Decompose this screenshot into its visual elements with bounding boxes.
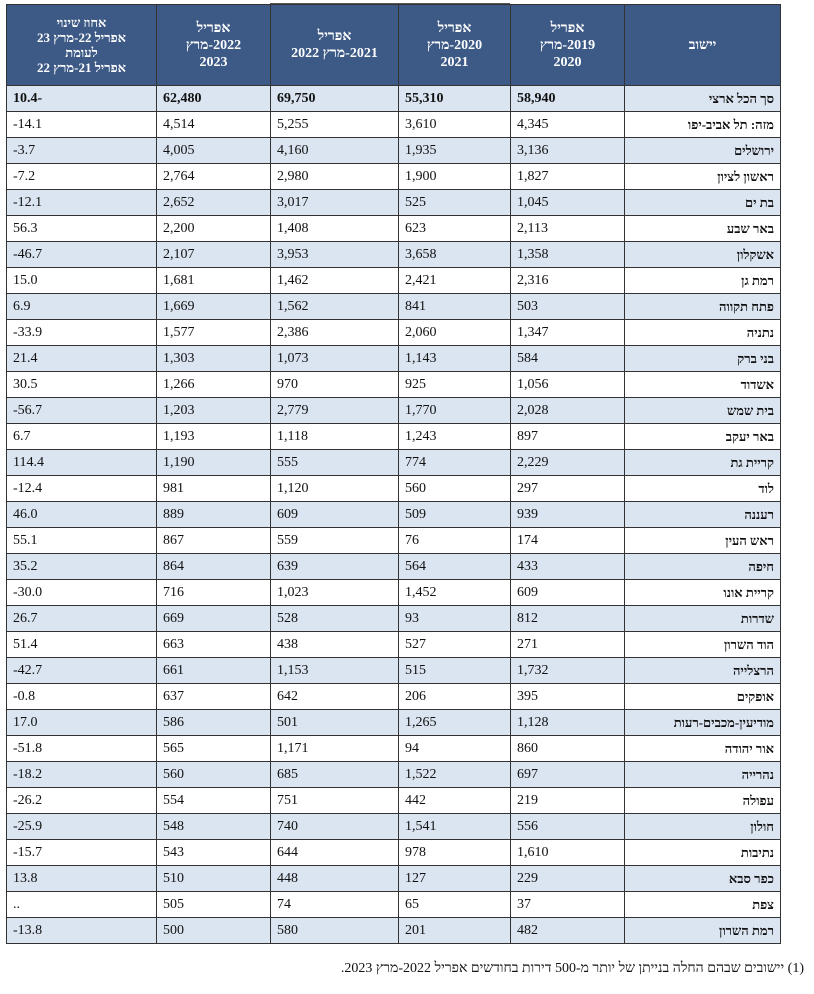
value-2020-2021: 1,541 <box>399 814 511 840</box>
value-2021-2022: 4,160 <box>271 138 399 164</box>
value-2022-2023: 586 <box>157 710 271 736</box>
header-2021-2022: אפריל 2021-מרץ 2022 <box>271 5 399 86</box>
table-row <box>7 554 781 580</box>
construction-starts-table <box>6 4 781 944</box>
value-2022-2023: 62,480 <box>157 86 271 112</box>
value-2021-2022: 1,408 <box>271 216 399 242</box>
value-2022-2023: 1,193 <box>157 424 271 450</box>
value-2022-2023: 2,107 <box>157 242 271 268</box>
value-2019-2020: 1,045 <box>511 190 625 216</box>
value-2020-2021: 525 <box>399 190 511 216</box>
value-2021-2022: 74 <box>271 892 399 918</box>
table-row <box>7 164 781 190</box>
value-2020-2021: 76 <box>399 528 511 554</box>
value-2022-2023: 1,669 <box>157 294 271 320</box>
value-2020-2021: 1,143 <box>399 346 511 372</box>
value-2019-2020: 3,136 <box>511 138 625 164</box>
value-2019-2020: 395 <box>511 684 625 710</box>
locality-name: אשקלון <box>625 242 781 268</box>
locality-name: ראשון לציון <box>625 164 781 190</box>
percent-change: 7.2- <box>7 164 157 190</box>
table-row <box>7 502 781 528</box>
table-row <box>7 710 781 736</box>
value-2021-2022: 1,462 <box>271 268 399 294</box>
value-2021-2022: 1,073 <box>271 346 399 372</box>
value-2019-2020: 4,345 <box>511 112 625 138</box>
value-2022-2023: 505 <box>157 892 271 918</box>
value-2020-2021: 1,900 <box>399 164 511 190</box>
percent-change: 13.8- <box>7 918 157 944</box>
value-2022-2023: 1,266 <box>157 372 271 398</box>
value-2019-2020: 609 <box>511 580 625 606</box>
value-2021-2022: 2,386 <box>271 320 399 346</box>
value-2021-2022: 448 <box>271 866 399 892</box>
locality-name: בני ברק <box>625 346 781 372</box>
value-2022-2023: 565 <box>157 736 271 762</box>
value-2020-2021: 1,522 <box>399 762 511 788</box>
table-row <box>7 424 781 450</box>
locality-name: מזה: תל אביב-יפו <box>625 112 781 138</box>
percent-change: 12.1- <box>7 190 157 216</box>
percent-change: 30.5 <box>7 372 157 398</box>
table-row <box>7 476 781 502</box>
table-row <box>7 788 781 814</box>
value-2022-2023: 661 <box>157 658 271 684</box>
value-2021-2022: 740 <box>271 814 399 840</box>
table-row <box>7 86 781 112</box>
locality-name: נהרייה <box>625 762 781 788</box>
table-row <box>7 138 781 164</box>
value-2019-2020: 1,732 <box>511 658 625 684</box>
value-2022-2023: 543 <box>157 840 271 866</box>
value-2021-2022: 1,171 <box>271 736 399 762</box>
value-2021-2022: 685 <box>271 762 399 788</box>
percent-change: 6.9 <box>7 294 157 320</box>
table-body <box>7 86 781 944</box>
locality-name: לוד <box>625 476 781 502</box>
value-2020-2021: 2,421 <box>399 268 511 294</box>
value-2019-2020: 2,113 <box>511 216 625 242</box>
percent-change: 3.7- <box>7 138 157 164</box>
value-2021-2022: 642 <box>271 684 399 710</box>
value-2021-2022: 3,017 <box>271 190 399 216</box>
percent-change: 18.2- <box>7 762 157 788</box>
percent-change: 55.1 <box>7 528 157 554</box>
percent-change: 46.0 <box>7 502 157 528</box>
locality-name: אשדוד <box>625 372 781 398</box>
table-row <box>7 762 781 788</box>
value-2022-2023: 669 <box>157 606 271 632</box>
value-2019-2020: 584 <box>511 346 625 372</box>
value-2020-2021: 978 <box>399 840 511 866</box>
value-2020-2021: 560 <box>399 476 511 502</box>
table-row <box>7 398 781 424</box>
value-2020-2021: 201 <box>399 918 511 944</box>
locality-name: בית שמש <box>625 398 781 424</box>
value-2019-2020: 174 <box>511 528 625 554</box>
value-2019-2020: 1,056 <box>511 372 625 398</box>
value-2022-2023: 637 <box>157 684 271 710</box>
value-2019-2020: 2,229 <box>511 450 625 476</box>
value-2020-2021: 55,310 <box>399 86 511 112</box>
percent-change: 114.4 <box>7 450 157 476</box>
locality-name: קריית גת <box>625 450 781 476</box>
percent-change: 26.7 <box>7 606 157 632</box>
table-row <box>7 684 781 710</box>
header-2020-2021: אפריל 2020-מרץ 2021 <box>399 5 511 86</box>
value-2020-2021: 94 <box>399 736 511 762</box>
percent-change: 13.8 <box>7 866 157 892</box>
value-2022-2023: 889 <box>157 502 271 528</box>
table-row <box>7 346 781 372</box>
locality-name: צפת <box>625 892 781 918</box>
locality-name: נתניה <box>625 320 781 346</box>
table-row <box>7 216 781 242</box>
value-2020-2021: 1,452 <box>399 580 511 606</box>
percent-change: 21.4 <box>7 346 157 372</box>
percent-change: 15.7- <box>7 840 157 866</box>
table-row <box>7 814 781 840</box>
percent-change: 56.7- <box>7 398 157 424</box>
value-2021-2022: 69,750 <box>271 86 399 112</box>
value-2021-2022: 1,562 <box>271 294 399 320</box>
percent-change: 6.7 <box>7 424 157 450</box>
value-2019-2020: 229 <box>511 866 625 892</box>
table-row <box>7 580 781 606</box>
percent-change: 35.2 <box>7 554 157 580</box>
value-2021-2022: 970 <box>271 372 399 398</box>
table-row <box>7 372 781 398</box>
value-2019-2020: 1,347 <box>511 320 625 346</box>
percent-change: .. <box>7 892 157 918</box>
value-2019-2020: 1,827 <box>511 164 625 190</box>
locality-name: עפולה <box>625 788 781 814</box>
value-2022-2023: 1,681 <box>157 268 271 294</box>
value-2022-2023: 4,005 <box>157 138 271 164</box>
value-2021-2022: 559 <box>271 528 399 554</box>
locality-name: הוד השרון <box>625 632 781 658</box>
value-2019-2020: 939 <box>511 502 625 528</box>
value-2020-2021: 2,060 <box>399 320 511 346</box>
header-percent-change: אחוז שינוי אפריל 22-מרץ 23 לעומת אפריל 21-מרץ 22 <box>7 5 157 86</box>
percent-change: 15.0 <box>7 268 157 294</box>
percent-change: 51.8- <box>7 736 157 762</box>
value-2019-2020: 219 <box>511 788 625 814</box>
locality-name: ירושלים <box>625 138 781 164</box>
value-2019-2020: 860 <box>511 736 625 762</box>
table-header-row <box>7 5 781 86</box>
value-2021-2022: 639 <box>271 554 399 580</box>
table-row <box>7 112 781 138</box>
locality-name: מודיעין-מכבים-רעות <box>625 710 781 736</box>
locality-name: באר שבע <box>625 216 781 242</box>
value-2021-2022: 555 <box>271 450 399 476</box>
value-2022-2023: 716 <box>157 580 271 606</box>
locality-name: באר יעקב <box>625 424 781 450</box>
value-2020-2021: 1,935 <box>399 138 511 164</box>
locality-name: שדרות <box>625 606 781 632</box>
percent-change: -10.4 <box>7 86 157 112</box>
header-2022-2023: אפריל 2022-מרץ 2023 <box>157 5 271 86</box>
value-2020-2021: 1,265 <box>399 710 511 736</box>
value-2021-2022: 2,980 <box>271 164 399 190</box>
value-2022-2023: 2,200 <box>157 216 271 242</box>
value-2019-2020: 433 <box>511 554 625 580</box>
value-2019-2020: 1,358 <box>511 242 625 268</box>
value-2021-2022: 438 <box>271 632 399 658</box>
locality-name: רמת גן <box>625 268 781 294</box>
value-2021-2022: 5,255 <box>271 112 399 138</box>
table-row <box>7 632 781 658</box>
value-2021-2022: 1,120 <box>271 476 399 502</box>
header-2019-2020: אפריל 2019-מרץ 2020 <box>511 5 625 86</box>
locality-name: כפר סבא <box>625 866 781 892</box>
percent-change: 25.9- <box>7 814 157 840</box>
value-2022-2023: 548 <box>157 814 271 840</box>
value-2019-2020: 897 <box>511 424 625 450</box>
value-2020-2021: 3,658 <box>399 242 511 268</box>
value-2019-2020: 297 <box>511 476 625 502</box>
table-row <box>7 450 781 476</box>
value-2022-2023: 1,203 <box>157 398 271 424</box>
locality-name: ראש העין <box>625 528 781 554</box>
value-2021-2022: 751 <box>271 788 399 814</box>
percent-change: 26.2- <box>7 788 157 814</box>
value-2022-2023: 560 <box>157 762 271 788</box>
locality-name: חיפה <box>625 554 781 580</box>
value-2019-2020: 2,316 <box>511 268 625 294</box>
value-2022-2023: 864 <box>157 554 271 580</box>
locality-name: פתח תקווה <box>625 294 781 320</box>
table-row <box>7 606 781 632</box>
value-2022-2023: 554 <box>157 788 271 814</box>
table-row <box>7 294 781 320</box>
value-2021-2022: 609 <box>271 502 399 528</box>
percent-change: 17.0 <box>7 710 157 736</box>
locality-name: נתיבות <box>625 840 781 866</box>
value-2019-2020: 482 <box>511 918 625 944</box>
value-2021-2022: 501 <box>271 710 399 736</box>
value-2021-2022: 2,779 <box>271 398 399 424</box>
value-2020-2021: 442 <box>399 788 511 814</box>
locality-name: קריית אונו <box>625 580 781 606</box>
percent-change: 0.8- <box>7 684 157 710</box>
value-2021-2022: 1,023 <box>271 580 399 606</box>
table-row <box>7 268 781 294</box>
table-row <box>7 918 781 944</box>
value-2022-2023: 4,514 <box>157 112 271 138</box>
locality-name: חולון <box>625 814 781 840</box>
value-2022-2023: 2,764 <box>157 164 271 190</box>
value-2022-2023: 2,652 <box>157 190 271 216</box>
value-2020-2021: 206 <box>399 684 511 710</box>
value-2022-2023: 663 <box>157 632 271 658</box>
percent-change: 46.7- <box>7 242 157 268</box>
value-2021-2022: 528 <box>271 606 399 632</box>
value-2022-2023: 500 <box>157 918 271 944</box>
value-2021-2022: 1,153 <box>271 658 399 684</box>
percent-change: 56.3 <box>7 216 157 242</box>
table-row <box>7 190 781 216</box>
value-2019-2020: 58,940 <box>511 86 625 112</box>
value-2019-2020: 812 <box>511 606 625 632</box>
value-2019-2020: 503 <box>511 294 625 320</box>
locality-name: בת ים <box>625 190 781 216</box>
value-2022-2023: 510 <box>157 866 271 892</box>
locality-name: סך הכל ארצי <box>625 86 781 112</box>
table-row <box>7 736 781 762</box>
value-2020-2021: 515 <box>399 658 511 684</box>
value-2019-2020: 2,028 <box>511 398 625 424</box>
value-2022-2023: 1,577 <box>157 320 271 346</box>
locality-name: רמת השרון <box>625 918 781 944</box>
value-2020-2021: 93 <box>399 606 511 632</box>
percent-change: 51.4 <box>7 632 157 658</box>
value-2019-2020: 1,128 <box>511 710 625 736</box>
value-2019-2020: 1,610 <box>511 840 625 866</box>
table-row <box>7 892 781 918</box>
value-2020-2021: 65 <box>399 892 511 918</box>
value-2019-2020: 697 <box>511 762 625 788</box>
footnote: (1) יישובים שבהם החלה בנייתן של יותר מ-500 דירות בחודשים אפריל 2022-מרץ 2023. <box>340 961 804 976</box>
value-2021-2022: 1,118 <box>271 424 399 450</box>
value-2020-2021: 925 <box>399 372 511 398</box>
value-2019-2020: 271 <box>511 632 625 658</box>
percent-change: 42.7- <box>7 658 157 684</box>
percent-change: 12.4- <box>7 476 157 502</box>
value-2022-2023: 867 <box>157 528 271 554</box>
locality-name: רעננה <box>625 502 781 528</box>
value-2020-2021: 509 <box>399 502 511 528</box>
percent-change: 14.1- <box>7 112 157 138</box>
header-locality: יישוב <box>625 5 781 86</box>
value-2020-2021: 1,243 <box>399 424 511 450</box>
locality-name: אופקים <box>625 684 781 710</box>
value-2022-2023: 981 <box>157 476 271 502</box>
value-2020-2021: 841 <box>399 294 511 320</box>
value-2021-2022: 3,953 <box>271 242 399 268</box>
value-2020-2021: 3,610 <box>399 112 511 138</box>
value-2020-2021: 127 <box>399 866 511 892</box>
table-row <box>7 320 781 346</box>
value-2020-2021: 527 <box>399 632 511 658</box>
value-2020-2021: 623 <box>399 216 511 242</box>
locality-name: הרצלייה <box>625 658 781 684</box>
value-2020-2021: 1,770 <box>399 398 511 424</box>
table-row <box>7 658 781 684</box>
locality-name: אור יהודה <box>625 736 781 762</box>
value-2020-2021: 564 <box>399 554 511 580</box>
value-2021-2022: 644 <box>271 840 399 866</box>
value-2021-2022: 580 <box>271 918 399 944</box>
value-2020-2021: 774 <box>399 450 511 476</box>
table-row <box>7 866 781 892</box>
table-row <box>7 528 781 554</box>
percent-change: 30.0- <box>7 580 157 606</box>
percent-change: 33.9- <box>7 320 157 346</box>
table-row <box>7 242 781 268</box>
value-2022-2023: 1,303 <box>157 346 271 372</box>
table-row <box>7 840 781 866</box>
value-2019-2020: 37 <box>511 892 625 918</box>
value-2019-2020: 556 <box>511 814 625 840</box>
value-2022-2023: 1,190 <box>157 450 271 476</box>
